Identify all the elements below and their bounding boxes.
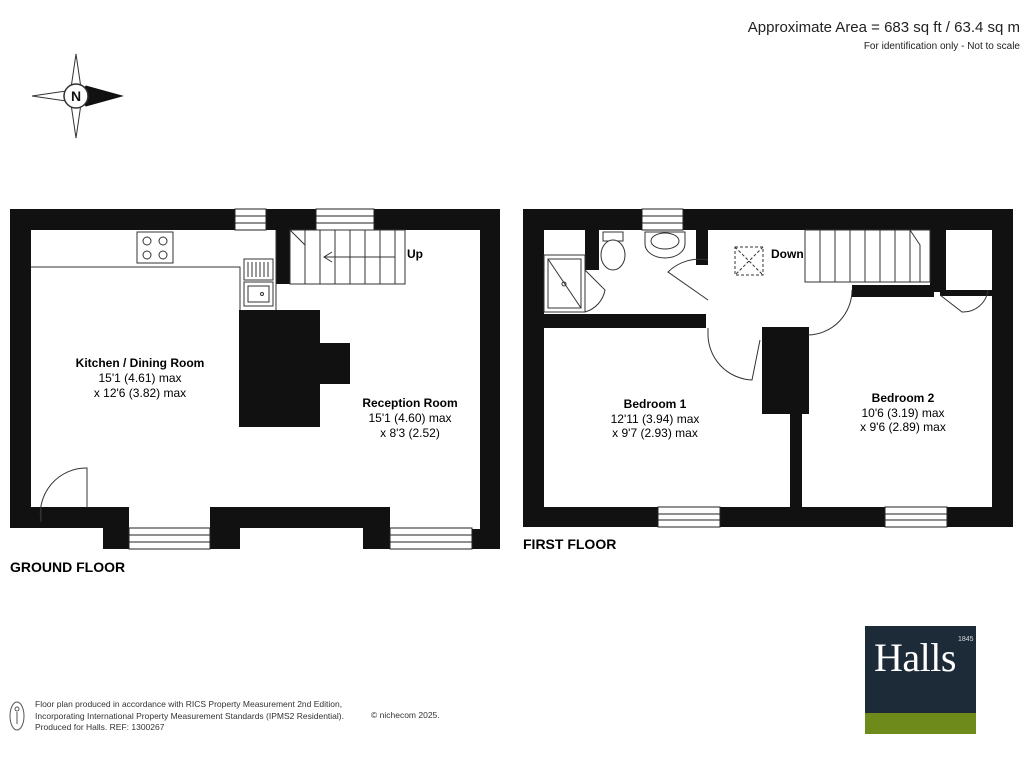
person-icon — [10, 702, 24, 730]
compass-rose-icon — [32, 54, 122, 138]
kitchen-worktop — [31, 230, 276, 310]
logo-green-band — [865, 713, 976, 734]
bedroom1-dim-length: 12'11 (3.94) max — [610, 412, 700, 426]
footer-line-2: Incorporating International Property Measurement Standards (IPMS2 Residential). — [35, 710, 344, 721]
copyright: © nichecom 2025. — [371, 710, 440, 720]
ground-floor-label: GROUND FLOOR — [10, 559, 126, 575]
footer-line-3: Produced for Halls. REF: 1300267 — [35, 722, 165, 732]
ground-floor-walls — [10, 209, 500, 549]
stairs-up-label: Up — [407, 247, 423, 261]
compass-letter: N — [70, 88, 82, 104]
first-floor-label: FIRST FLOOR — [523, 536, 617, 552]
kitchen-dim-length: 15'1 (4.61) max — [98, 371, 182, 385]
kitchen-dim-width: x 12'6 (3.82) max — [93, 386, 187, 400]
first-floor-stairs — [735, 230, 930, 282]
approximate-area: Approximate Area = 683 sq ft / 63.4 sq m — [747, 19, 1020, 36]
bedroom1-name: Bedroom 1 — [623, 397, 687, 411]
reception-dim-width: x 8'3 (2.52) — [380, 426, 440, 440]
kitchen-name: Kitchen / Dining Room — [75, 356, 205, 370]
halls-logo — [865, 626, 976, 734]
reception-dim-length: 15'1 (4.60) max — [368, 411, 452, 425]
first-floor-walls — [523, 209, 1013, 527]
scale-note: For identification only - Not to scale — [863, 41, 1020, 52]
stairs-down-label: Down — [771, 247, 804, 261]
footer-line-1: Floor plan produced in accordance with RICS Property Measurement 2nd Edition, — [35, 699, 343, 709]
reception-name: Reception Room — [362, 396, 458, 410]
bedroom2-name: Bedroom 2 — [871, 391, 935, 405]
bedroom1-dim-width: x 9'7 (2.93) max — [612, 426, 698, 440]
logo-year: 1845 — [958, 636, 974, 643]
logo-name: Halls — [874, 635, 956, 680]
bedroom2-dim-length: 10'6 (3.19) max — [861, 406, 945, 420]
bathroom-fixtures — [544, 232, 685, 312]
bedroom2-dim-width: x 9'6 (2.89) max — [860, 420, 946, 434]
footer-notes — [35, 699, 344, 734]
ground-stairs — [290, 230, 405, 284]
